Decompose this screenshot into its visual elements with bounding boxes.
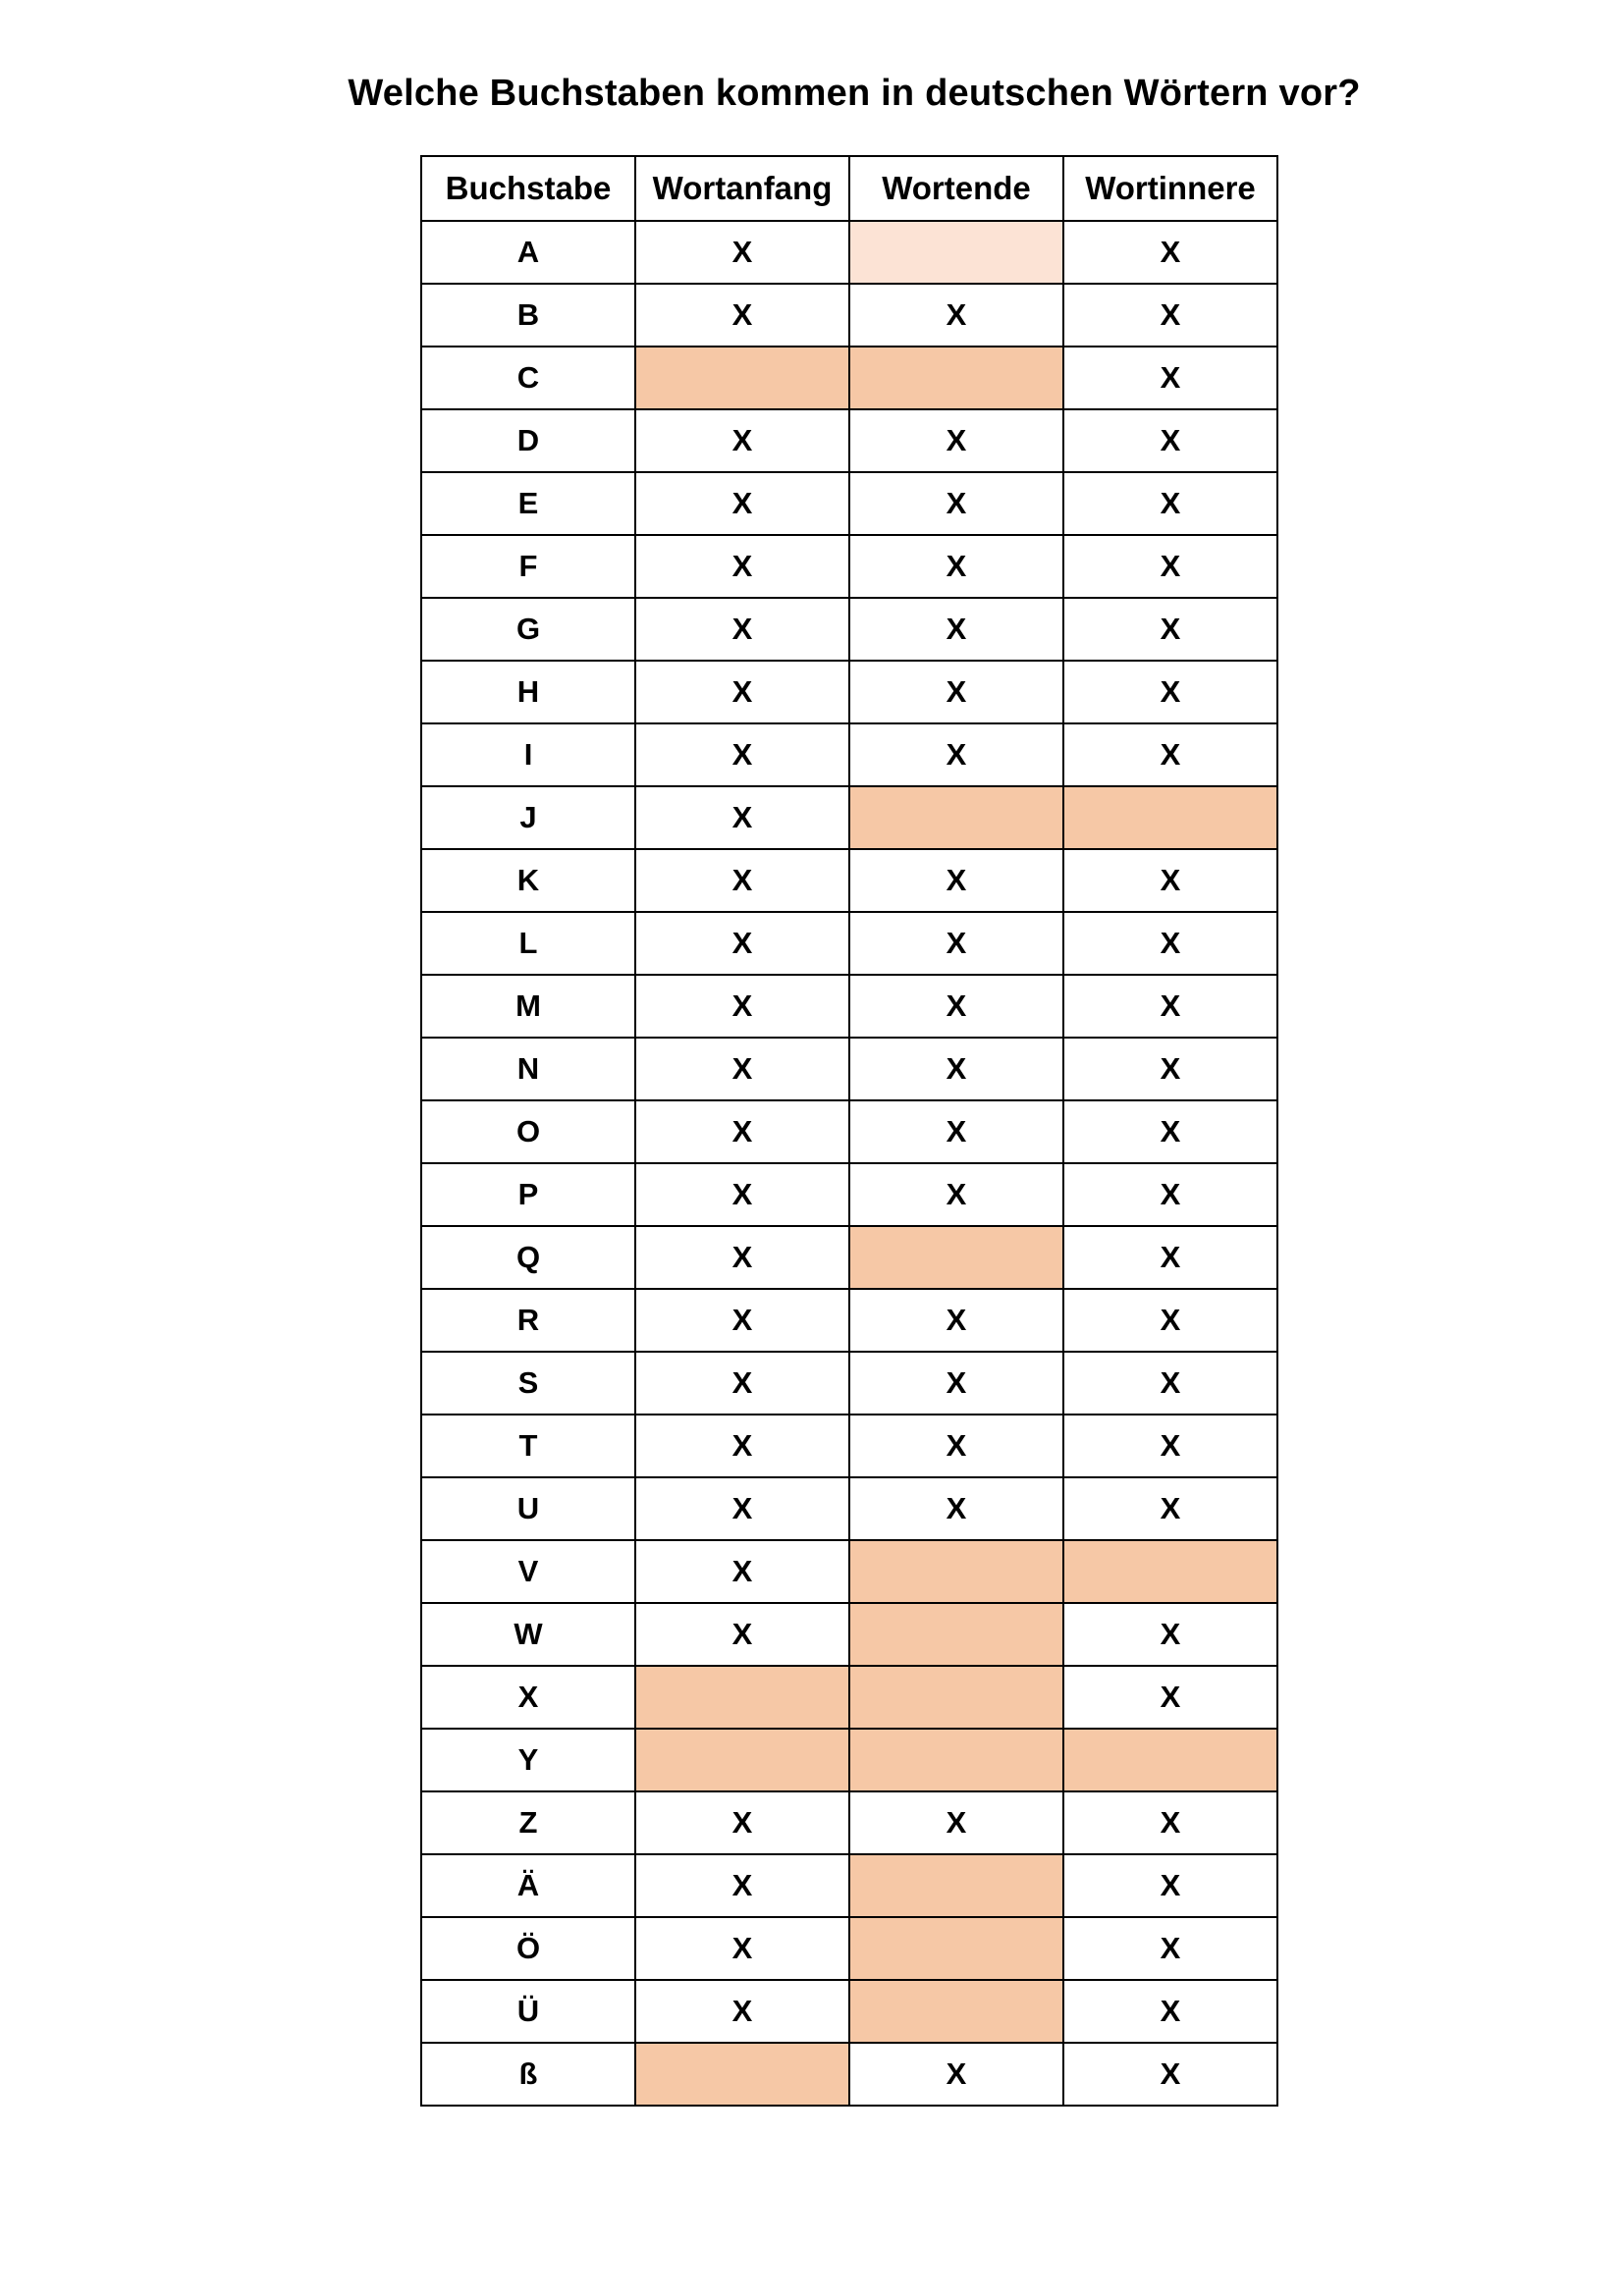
wortende-cell: X [849, 1352, 1063, 1415]
wortanfang-cell [635, 2043, 849, 2106]
wortinnere-cell: X [1063, 1352, 1277, 1415]
wortanfang-cell: X [635, 1415, 849, 1477]
table-row [421, 849, 1277, 912]
wortende-cell: X [849, 1415, 1063, 1477]
wortinnere-cell: X [1063, 849, 1277, 912]
wortanfang-cell: X [635, 1980, 849, 2043]
letter-occurrence-table [420, 155, 1278, 2107]
wortanfang-cell: X [635, 786, 849, 849]
letter-cell: V [421, 1540, 635, 1603]
table-row [421, 1729, 1277, 1791]
table-header-row [421, 156, 1277, 221]
wortanfang-cell [635, 1729, 849, 1791]
wortanfang-cell: X [635, 723, 849, 786]
wortende-cell [849, 1729, 1063, 1791]
table-row [421, 2043, 1277, 2106]
letter-cell: E [421, 472, 635, 535]
wortinnere-cell: X [1063, 409, 1277, 472]
letter-cell: B [421, 284, 635, 347]
table-row [421, 661, 1277, 723]
wortanfang-cell: X [635, 849, 849, 912]
table-row [421, 1917, 1277, 1980]
letter-cell: L [421, 912, 635, 975]
table-row [421, 1289, 1277, 1352]
wortende-cell [849, 1226, 1063, 1289]
wortanfang-cell: X [635, 1226, 849, 1289]
wortanfang-cell: X [635, 284, 849, 347]
table-row [421, 284, 1277, 347]
wortanfang-cell: X [635, 1603, 849, 1666]
wortanfang-cell: X [635, 1854, 849, 1917]
wortende-cell [849, 1603, 1063, 1666]
wortinnere-cell: X [1063, 661, 1277, 723]
wortende-cell [849, 1666, 1063, 1729]
wortinnere-cell: X [1063, 1100, 1277, 1163]
wortinnere-cell: X [1063, 1038, 1277, 1100]
wortinnere-cell: X [1063, 1980, 1277, 2043]
wortanfang-cell: X [635, 1477, 849, 1540]
letter-cell: O [421, 1100, 635, 1163]
letter-cell: P [421, 1163, 635, 1226]
table-row [421, 347, 1277, 409]
table-row [421, 912, 1277, 975]
letter-cell: K [421, 849, 635, 912]
wortanfang-cell: X [635, 1163, 849, 1226]
wortende-cell [849, 1540, 1063, 1603]
wortanfang-cell: X [635, 221, 849, 284]
wortende-cell: X [849, 472, 1063, 535]
wortende-cell: X [849, 284, 1063, 347]
page-title: Welche Buchstaben kommen in deutschen Wörtern vor? [348, 73, 1361, 114]
letter-cell: ß [421, 2043, 635, 2106]
wortanfang-cell: X [635, 409, 849, 472]
wortende-cell: X [849, 1163, 1063, 1226]
wortinnere-cell: X [1063, 1791, 1277, 1854]
table-row [421, 1415, 1277, 1477]
wortende-cell: X [849, 1477, 1063, 1540]
wortende-cell: X [849, 661, 1063, 723]
wortinnere-cell: X [1063, 284, 1277, 347]
wortinnere-cell: X [1063, 975, 1277, 1038]
header-wortanfang: Wortanfang [635, 156, 849, 221]
wortanfang-cell: X [635, 1100, 849, 1163]
wortende-cell [849, 347, 1063, 409]
wortinnere-cell: X [1063, 221, 1277, 284]
wortende-cell: X [849, 1038, 1063, 1100]
wortende-cell: X [849, 912, 1063, 975]
wortinnere-cell: X [1063, 1415, 1277, 1477]
table-row [421, 1540, 1277, 1603]
table-row [421, 1352, 1277, 1415]
wortanfang-cell: X [635, 1289, 849, 1352]
wortende-cell [849, 221, 1063, 284]
wortende-cell: X [849, 1289, 1063, 1352]
wortanfang-cell: X [635, 1540, 849, 1603]
table-row [421, 1666, 1277, 1729]
wortanfang-cell: X [635, 535, 849, 598]
wortanfang-cell: X [635, 912, 849, 975]
letter-cell: Ö [421, 1917, 635, 1980]
letter-cell: C [421, 347, 635, 409]
letter-cell: X [421, 1666, 635, 1729]
wortanfang-cell: X [635, 1038, 849, 1100]
letter-cell: H [421, 661, 635, 723]
table-row [421, 1163, 1277, 1226]
wortende-cell: X [849, 535, 1063, 598]
letter-cell: Y [421, 1729, 635, 1791]
wortinnere-cell: X [1063, 535, 1277, 598]
table-row [421, 1038, 1277, 1100]
wortinnere-cell [1063, 1540, 1277, 1603]
letter-cell: F [421, 535, 635, 598]
table-row [421, 1603, 1277, 1666]
wortinnere-cell: X [1063, 1477, 1277, 1540]
letter-cell: I [421, 723, 635, 786]
letter-cell: W [421, 1603, 635, 1666]
letter-cell: J [421, 786, 635, 849]
wortende-cell: X [849, 1791, 1063, 1854]
wortinnere-cell: X [1063, 1603, 1277, 1666]
wortinnere-cell [1063, 786, 1277, 849]
wortanfang-cell [635, 347, 849, 409]
wortinnere-cell: X [1063, 347, 1277, 409]
wortanfang-cell: X [635, 472, 849, 535]
table-row [421, 598, 1277, 661]
wortende-cell: X [849, 849, 1063, 912]
letter-cell: S [421, 1352, 635, 1415]
letter-cell: N [421, 1038, 635, 1100]
wortanfang-cell: X [635, 1352, 849, 1415]
letter-cell: T [421, 1415, 635, 1477]
wortanfang-cell: X [635, 975, 849, 1038]
wortanfang-cell: X [635, 1791, 849, 1854]
letter-table-container [420, 155, 1278, 2107]
letter-cell: Ü [421, 1980, 635, 2043]
table-row [421, 1226, 1277, 1289]
letter-cell: D [421, 409, 635, 472]
wortinnere-cell: X [1063, 1226, 1277, 1289]
wortinnere-cell: X [1063, 1917, 1277, 1980]
table-body [421, 221, 1277, 2106]
letter-cell: G [421, 598, 635, 661]
wortinnere-cell: X [1063, 472, 1277, 535]
table-row [421, 409, 1277, 472]
wortende-cell [849, 1917, 1063, 1980]
table-row [421, 1791, 1277, 1854]
wortanfang-cell: X [635, 661, 849, 723]
table-row [421, 535, 1277, 598]
table-row [421, 221, 1277, 284]
wortinnere-cell: X [1063, 723, 1277, 786]
wortinnere-cell [1063, 1729, 1277, 1791]
table-row [421, 975, 1277, 1038]
table-row [421, 1100, 1277, 1163]
wortende-cell: X [849, 723, 1063, 786]
wortende-cell [849, 786, 1063, 849]
wortende-cell: X [849, 2043, 1063, 2106]
header-wortinnere: Wortinnere [1063, 156, 1277, 221]
wortinnere-cell: X [1063, 1289, 1277, 1352]
wortende-cell: X [849, 598, 1063, 661]
wortinnere-cell: X [1063, 1163, 1277, 1226]
wortinnere-cell: X [1063, 1666, 1277, 1729]
table-row [421, 786, 1277, 849]
letter-cell: Z [421, 1791, 635, 1854]
header-buchstabe: Buchstabe [421, 156, 635, 221]
wortende-cell [849, 1854, 1063, 1917]
wortinnere-cell: X [1063, 598, 1277, 661]
letter-cell: R [421, 1289, 635, 1352]
table-row [421, 472, 1277, 535]
letter-cell: M [421, 975, 635, 1038]
letter-cell: Ä [421, 1854, 635, 1917]
letter-cell: A [421, 221, 635, 284]
wortanfang-cell: X [635, 598, 849, 661]
header-wortende: Wortende [849, 156, 1063, 221]
table-row [421, 1477, 1277, 1540]
table-row [421, 1980, 1277, 2043]
wortinnere-cell: X [1063, 912, 1277, 975]
wortinnere-cell: X [1063, 1854, 1277, 1917]
letter-cell: U [421, 1477, 635, 1540]
wortende-cell: X [849, 975, 1063, 1038]
letter-cell: Q [421, 1226, 635, 1289]
wortanfang-cell: X [635, 1917, 849, 1980]
table-row [421, 723, 1277, 786]
wortende-cell: X [849, 409, 1063, 472]
table-row [421, 1854, 1277, 1917]
wortende-cell [849, 1980, 1063, 2043]
wortanfang-cell [635, 1666, 849, 1729]
wortende-cell: X [849, 1100, 1063, 1163]
wortinnere-cell: X [1063, 2043, 1277, 2106]
